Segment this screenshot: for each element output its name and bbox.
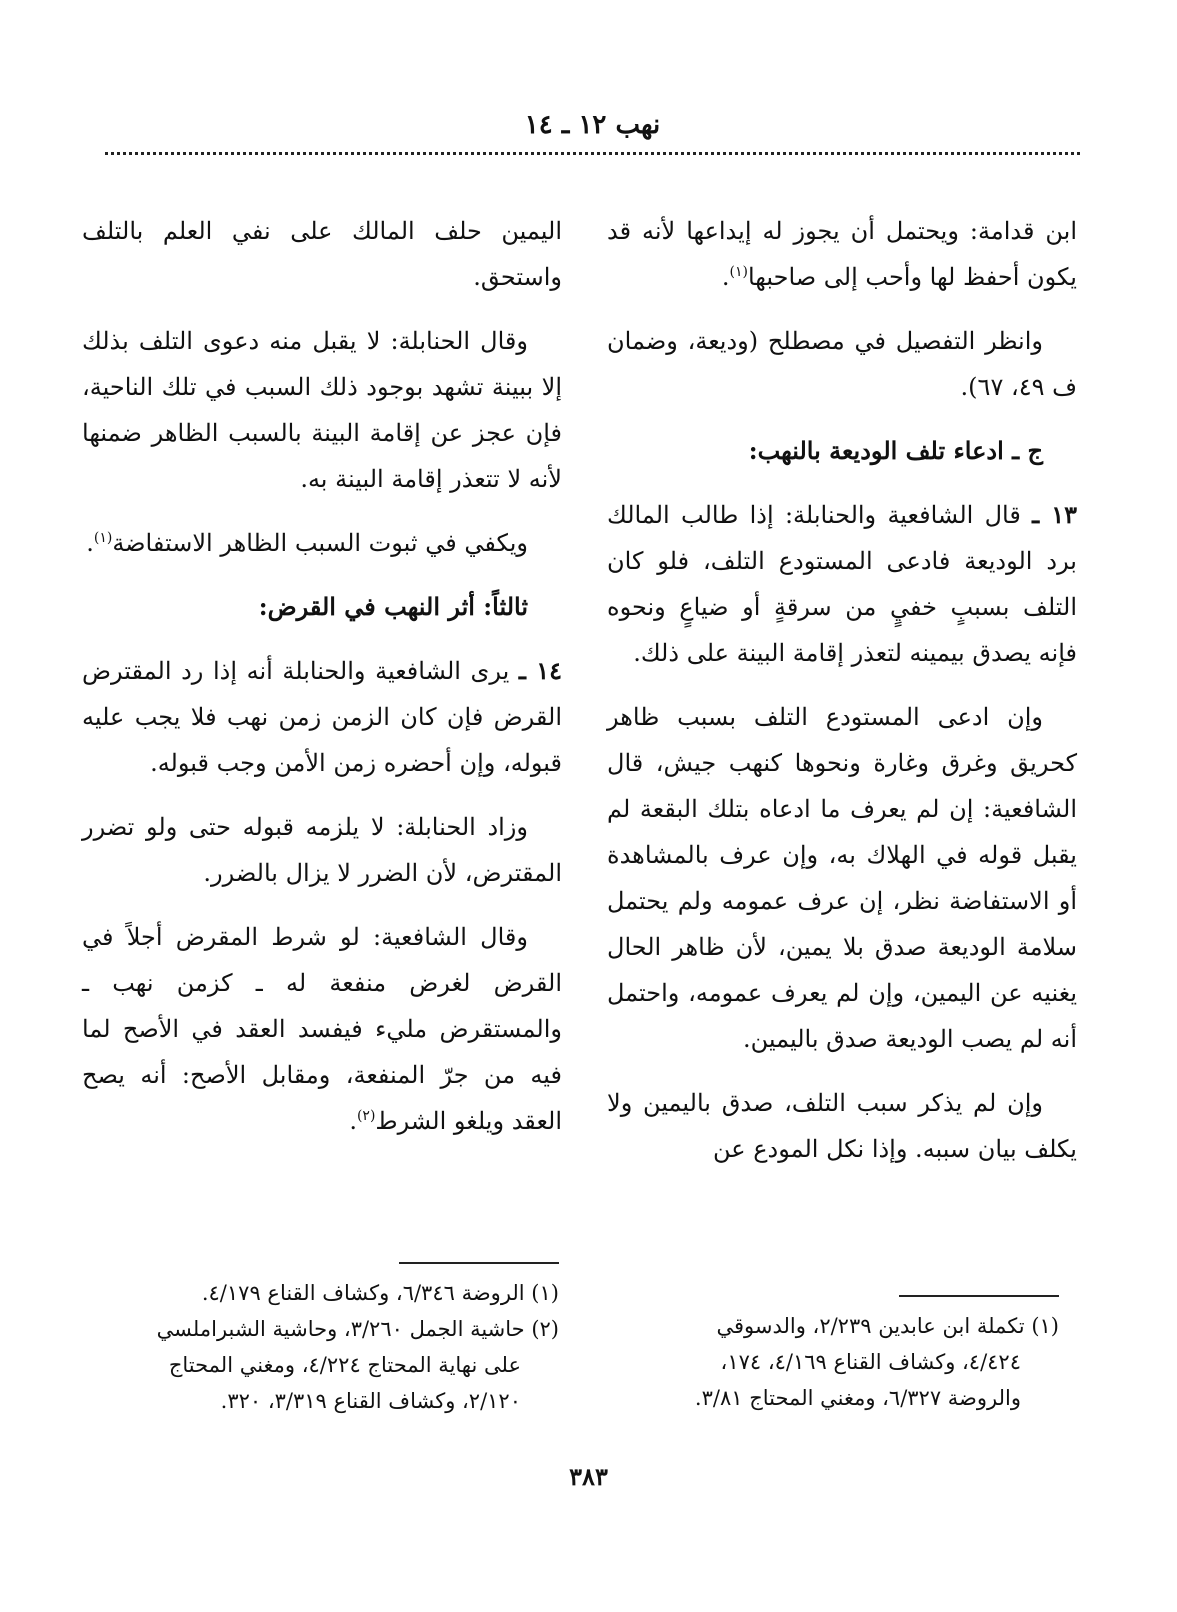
right-column: [607, 208, 1077, 1190]
paragraph-number: ١٣ ـ: [1032, 500, 1078, 529]
page-number: ٣٨٣: [569, 1462, 608, 1491]
section-heading: ثالثاً: أثر النهب في القرض:: [258, 592, 528, 621]
footnote-continuation: والروضة ٦/٣٢٧، ومغني المحتاج ٣/٨١.: [694, 1386, 1021, 1410]
paragraph: اليمين حلف المالك على نفي العلم بالتلف واستحق.: [82, 217, 562, 291]
paragraph: وقال الحنابلة: لا يقبل منه دعوى التلف بذلك إلا ببينة تشهد بوجود ذلك السبب في تلك الناحية، فإن عجز عن إقامة البينة بالسبب الظاهر ضمنها لأنه لا تتعذر إقامة البينة به.: [82, 327, 562, 493]
paragraph-number: ١٤ ـ: [518, 656, 562, 685]
paragraph: وإن ادعى المستودع التلف بسبب ظاهر كحريق وغرق وغارة ونحوها كنهب جيش، قال الشافعية: إن لم يعرف ما ادعاه بتلك البقعة لم يقبل قوله في الهلاك به، وإن عرف بالمشاهدة أو الاستفاضة نظر، إن عرف عمومه ولم يحتمل سلامة الوديعة صدق بلا يمين، لأن ظاهر الحال يغنيه عن اليمين، وإن لم يعرف عمومه، واحتمل أنه لم يصب الوديعة صدق باليمين.: [607, 703, 1077, 1053]
footnotes-right: [604, 1308, 1059, 1416]
paragraph: وانظر التفصيل في مصطلح (وديعة، وضمان ف ٤٩، ٦٧).: [607, 327, 1077, 401]
footnote-separator: [899, 1295, 1059, 1297]
footnote-continuation: ٤/٤٢٤، وكشاف القناع ٤/١٦٩، ١٧٤،: [720, 1350, 1021, 1374]
footnote-continuation: ٢/١٢٠، وكشاف القناع ٣/٣١٩، ٣٢٠.: [220, 1389, 521, 1413]
footnote: (١) الروضة ٦/٣٤٦، وكشاف القناع ٤/١٧٩.: [201, 1281, 559, 1305]
footnote-continuation: على نهاية المحتاج ٤/٢٢٤، ومغني المحتاج: [168, 1353, 521, 1377]
footnote-separator: [399, 1262, 559, 1264]
paragraph: وقال الشافعية: لو شرط المقرض أجلاً في القرض لغرض منفعة له ـ كزمن نهب ـ والمستقرض مليء فيفسد العقد في الأصح لما فيه من جرّ المنفعة، ومقابل الأصح: أنه يصح العقد ويلغو الشرط$^{(٢)}$.: [82, 923, 562, 1135]
running-header: نهب ١٢ ـ ١٤: [524, 110, 661, 140]
footnote-ref: (٢): [356, 1108, 376, 1124]
footnote-ref: (١): [93, 530, 113, 546]
footnote-ref: (١): [729, 264, 748, 280]
paragraph: ١٣ ـ قال الشافعية والحنابلة: إذا طالب المالك برد الوديعة فادعى المستودع التلف، فلو كان التلف بسببٍ خفيٍ من سرقةٍ أو ضياعٍ ونحوه فإنه يصدق بيمينه لتعذر إقامة البينة على ذلك.: [607, 500, 1078, 667]
header-dotted-rule: [105, 152, 1080, 155]
footnotes-left: [89, 1275, 559, 1419]
footnote: (٢) حاشية الجمل ٣/٢٦٠، وحاشية الشبراملسي: [156, 1317, 559, 1341]
left-column: [82, 208, 562, 1162]
paragraph: وزاد الحنابلة: لا يلزمه قبوله حتى ولو تضرر المقترض، لأن الضرر لا يزال بالضرر.: [82, 813, 562, 887]
paragraph: ١٤ ـ يرى الشافعية والحنابلة أنه إذا رد المقترض القرض فإن كان الزمن زمن نهب فلا يجب عليه قبوله، وإن أحضره زمن الأمن وجب قبوله.: [82, 656, 562, 777]
section-heading: ج ـ ادعاء تلف الوديعة بالنهب:: [748, 436, 1043, 465]
paragraph: ويكفي في ثبوت السبب الظاهر الاستفاضة$^{(١)}$.: [86, 529, 528, 557]
paragraph: وإن لم يذكر سبب التلف، صدق باليمين ولا يكلف بيان سببه. وإذا نكل المودع عن: [607, 1089, 1077, 1163]
paragraph: ابن قدامة: ويحتمل أن يجوز له إيداعها لأنه قد يكون أحفظ لها وأحب إلى صاحبها$^{(١)}$.: [607, 217, 1077, 291]
footnote: (١) تكملة ابن عابدين ٢/٢٣٩، والدسوقي: [716, 1314, 1059, 1338]
